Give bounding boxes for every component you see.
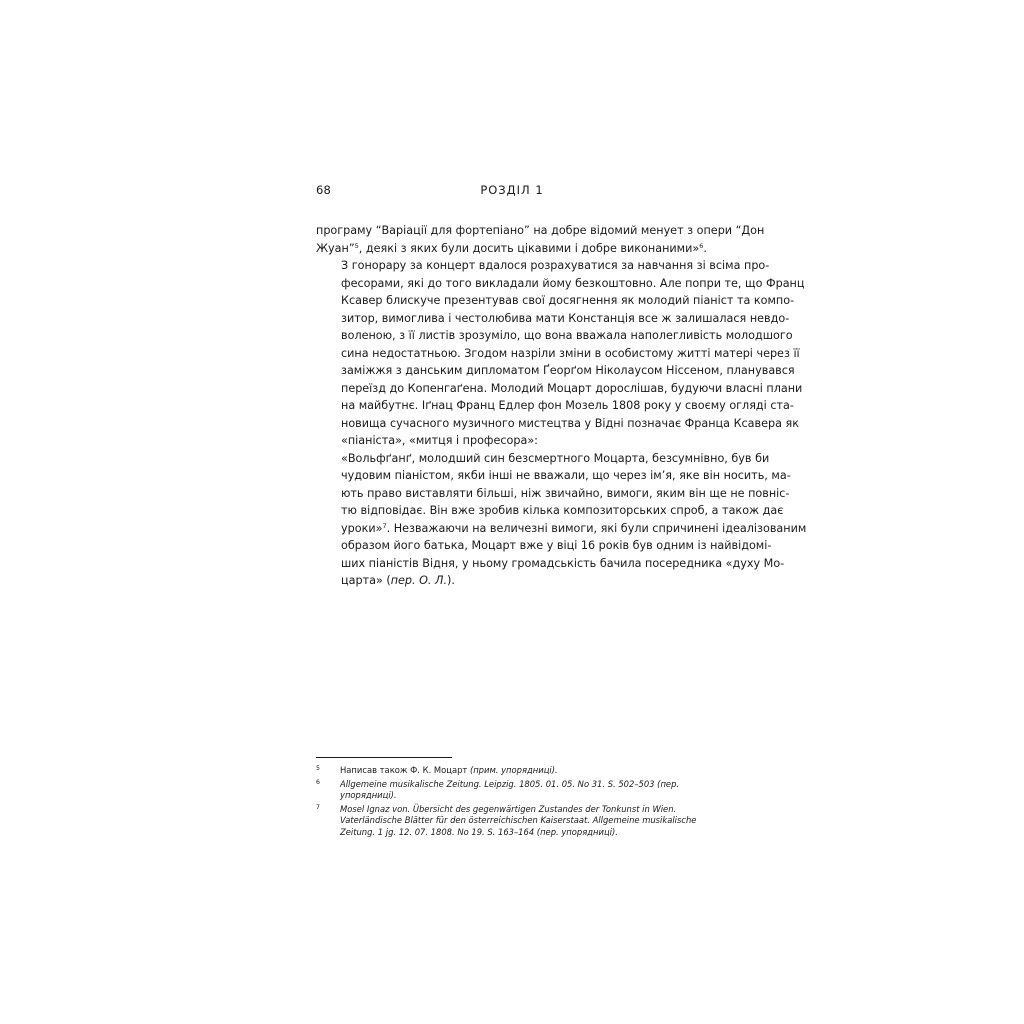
footnote-7	[316, 804, 726, 839]
text-line: ють право виставляти більші, ніж звичайно, вимоги, яким він ще не повніс-	[341, 486, 790, 500]
text-fragment: царта» (	[341, 574, 391, 587]
page-number: 68	[316, 183, 332, 197]
text-line: ших піаністів Відня, у ньому громадськість бачила посередника «духу Мо-	[341, 556, 785, 570]
footnote-ref[interactable]: 5	[354, 241, 359, 250]
text-fragment: ).	[447, 574, 455, 587]
footnotes	[316, 765, 726, 841]
text-line: тю відповідає. Він вже зробив кілька композиторських спроб, а також дає	[341, 504, 784, 517]
text-line: сина недостатньою. Згодом назріли зміни в особистому житті матері через її	[341, 346, 800, 360]
text-line: чудовим піаністом, якби інші не вважали, що через ім’я, яке він носить, ма-	[341, 469, 791, 482]
footnote-ref[interactable]: 7	[382, 521, 387, 530]
text-line: З гонорару за концерт вдалося розрахуватися за навчання зі всіма про-	[341, 259, 770, 272]
footnote-number: 6	[316, 778, 320, 786]
text-line: на майбутнє. Іґнац Франц Едлер фон Мозель 1808 року у своєму огляді ста-	[341, 399, 794, 412]
text-line: програму “Варіації для фортепіано” на добре відомий менует з опери “Дон	[316, 224, 765, 237]
text-line: «Вольфґанґ, молодший син безсмертного Моцарта, безсумнівно, був би	[341, 451, 770, 465]
text-fragment: . Незважаючи на величезні вимоги, які були спричинені ідеалізованим	[386, 521, 807, 535]
paragraph-2	[316, 257, 805, 450]
text-line: воленою, з її листів зрозуміло, що вона вважала наполегливість молодшого	[341, 329, 793, 342]
body-text	[316, 222, 807, 590]
footnote-italic: (прим. упорядниці).	[469, 765, 558, 775]
footnote-separator	[316, 757, 452, 758]
running-head: РОЗДІЛ 1	[480, 183, 544, 197]
text-line	[316, 572, 724, 590]
text-line	[316, 520, 807, 538]
text-line: образом його батька, Моцарт вже у віці 16 років був одним із найвідомі-	[341, 539, 772, 552]
text-line: фесорами, які до того викладали йому безкоштовно. Але попри те, що Франц	[341, 276, 805, 290]
footnote-ref[interactable]: 6	[699, 241, 704, 250]
text-line: переїзд до Копенгаґена. Молодий Моцарт дорослішав, будуючи власні плани	[341, 381, 803, 395]
footnote-6	[316, 779, 726, 802]
text-line: новища сучасного музичного мистецтва у Відні позначає Франца Ксавера як	[341, 416, 799, 430]
text-line: заміжжя з данським дипломатом Ґеорґом Ніколаусом Ніссеном, планувався	[341, 364, 795, 377]
footnote-italic: Mosel Ignaz von. Übersicht des gegenwärtigen Zustandes der Tonkunst in Wien. Vaterländische Blätter für den österreichischen Kaiserstaat. Allgemeine musikalische Zeitung. 1 jg. 12. 07. 1808. No 19. S. 163–164 (пер. упорядниці).	[340, 803, 697, 837]
footnote-5	[316, 765, 726, 777]
paragraph-1	[316, 222, 765, 257]
text-fragment: деякі з яких були досить цікавими і добре виконаними»	[365, 241, 700, 255]
footnote-text: Написав також Ф. К. Моцарт	[340, 765, 470, 775]
text-line: зитор, вимоглива і честолюбива мати Констанція все ж залишалася невдо-	[341, 311, 790, 325]
footnote-number: 7	[316, 803, 320, 811]
footnote-number: 5	[316, 765, 320, 772]
text-line: «піаніста», «митця і професора»:	[341, 434, 538, 447]
text-line: Ксавер блискуче презентував свої досягнення як молодий піаніст та компо-	[341, 294, 795, 307]
translator-note: пер. О. Л.	[390, 574, 448, 587]
text-fragment: уроки»	[341, 521, 383, 535]
footnote-italic: Allgemeine musikalische Zeitung. Leipzig. 1805. 01. 05. No 31. S. 502–503 (пер. упорядниці).	[340, 778, 680, 801]
text-line: Жуан”$^5$, деякі з яких були досить цікавими і добре виконаними»$^6$.	[316, 241, 707, 255]
paragraph-3	[316, 450, 807, 590]
text-fragment: Жуан”	[316, 241, 355, 255]
